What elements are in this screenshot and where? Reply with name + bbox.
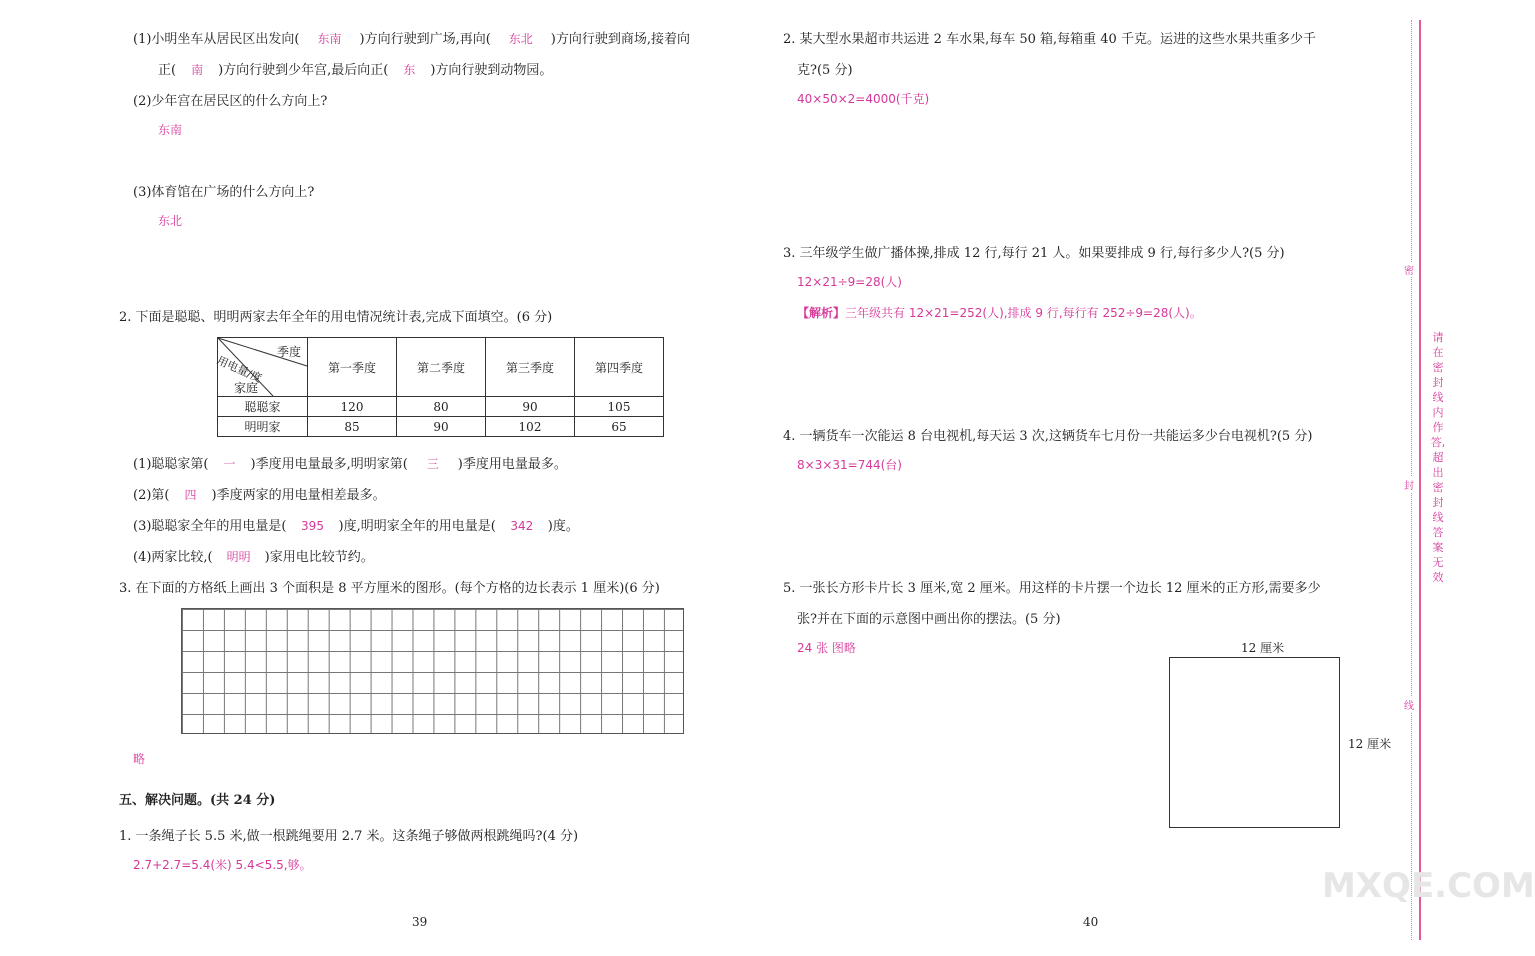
seal-mark-middle: 封 — [1404, 477, 1414, 492]
q5-right-line1: 5. 一张长方形卡片长 3 厘米,宽 2 厘米。用这样的卡片摆一个边长 12 厘米的正方形,需要多少 — [783, 581, 1321, 596]
q3-right-question: 3. 三年级学生做广播体操,排成 12 行,每行 21 人。如果要排成 9 行,每行多少人?(5 分) — [783, 246, 1285, 261]
answer-blank: 东南 — [317, 32, 342, 46]
square-diagram[interactable] — [1169, 657, 1340, 828]
electricity-table — [214, 337, 664, 437]
column-header: 第四季度 — [575, 338, 664, 397]
q2-right-line1: 2. 某大型水果超市共运进 2 车水果,每车 50 箱,每箱重 40 千克。运进的这些水果共重多少千 — [783, 32, 1316, 47]
answer-blank: 东北 — [508, 32, 533, 46]
section-5-title: 五、解决问题。(共 24 分) — [119, 793, 276, 808]
seal-solid-line — [1419, 20, 1421, 940]
q2-title: 2. 下面是聪聪、明明两家去年全年的用电情况统计表,完成下面填空。(6 分) — [119, 310, 553, 325]
table-row — [218, 397, 664, 417]
answer-blank: 东 — [403, 63, 416, 77]
corner-family: 家庭 — [234, 381, 259, 395]
analysis-tag: 【解析】 — [797, 306, 846, 320]
q5-right-answer: 24 张 图略 — [797, 641, 856, 655]
q1-part2-answer: 东南 — [158, 123, 183, 137]
column-header: 第一季度 — [308, 338, 397, 397]
table-cell: 120 — [308, 397, 397, 417]
answer-blank: 三 — [426, 457, 439, 471]
table-corner-header — [214, 338, 308, 397]
q2-fill-4: (4)两家比较,( 明明 )家用电比较节约。 — [133, 550, 374, 565]
q2-fill-3: (3)聪聪家全年的用电量是( 395 )度,明明家全年的用电量是( 342 )度。 — [133, 519, 579, 534]
seal-mark-bottom: 线 — [1404, 697, 1414, 712]
q1-part1-line2: 正( 南 )方向行驶到少年宫,最后向正( 东 )方向行驶到动物园。 — [158, 63, 553, 78]
table-cell: 65 — [575, 417, 664, 437]
answer-blank: 395 — [301, 519, 324, 533]
table-cell: 105 — [575, 397, 664, 417]
table-cell: 90 — [486, 397, 575, 417]
watermark: MXQE.COM — [1322, 866, 1535, 906]
q2-fill-1: (1)聪聪家第( 一 )季度用电量最多,明明家第( 三 )季度用电量最多。 — [133, 457, 567, 472]
row-label: 明明家 — [218, 417, 308, 437]
table-cell: 80 — [397, 397, 486, 417]
q4-right-question: 4. 一辆货车一次能运 8 台电视机,每天运 3 次,这辆货车七月份一共能运多少台电视机?(5 分) — [783, 429, 1313, 444]
seal-warning-text: 请在密封线内作答,超出密封线答案无效 — [1430, 331, 1446, 584]
q5-right-line2: 张?并在下面的示意图中画出你的摆法。(5 分) — [797, 612, 1061, 627]
q3-right-analysis: 【解析】三年级共有 12×21=252(人),排成 9 行,每行有 252÷9=28(人)。 — [797, 306, 1202, 320]
q2-right-answer: 40×50×2=4000(千克) — [797, 92, 930, 106]
square-top-label: 12 厘米 — [1241, 641, 1285, 655]
column-header: 第二季度 — [397, 338, 486, 397]
q2-fill-2: (2)第( 四 )季度两家的用电量相差最多。 — [133, 488, 386, 503]
q3-answer: 略 — [133, 752, 146, 766]
q3-title: 3. 在下面的方格纸上画出 3 个面积是 8 平方厘米的图形。(每个方格的边长表示 1 厘米)(6 分) — [119, 581, 660, 596]
answer-blank: 南 — [191, 63, 204, 77]
answer-blank: 一 — [223, 457, 236, 471]
q1-part3-question: (3)体育馆在广场的什么方向上? — [133, 185, 315, 200]
q1-part2-question: (2)少年宫在居民区的什么方向上? — [133, 94, 328, 109]
square-grid-paper[interactable] — [181, 608, 684, 734]
column-header: 第三季度 — [486, 338, 575, 397]
answer-blank: 342 — [510, 519, 534, 533]
square-side-label: 12 厘米 — [1348, 737, 1392, 751]
section5-q1-question: 1. 一条绳子长 5.5 米,做一根跳绳要用 2.7 米。这条绳子够做两根跳绳吗?(4 分) — [119, 829, 579, 844]
table-cell: 90 — [397, 417, 486, 437]
page-number-left: 39 — [412, 915, 428, 929]
q3-right-answer: 12×21÷9=28(人) — [797, 275, 902, 289]
seal-mark-top: 密 — [1404, 262, 1414, 277]
answer-blank: 四 — [184, 488, 197, 502]
row-label: 聪聪家 — [218, 397, 308, 417]
table-row — [218, 417, 664, 437]
q1-part1-line1: (1)小明坐车从居民区出发向( 东南 )方向行驶到广场,再向( 东北 )方向行驶到商场,接着向 — [133, 32, 690, 47]
q2-right-line2: 克?(5 分) — [797, 63, 853, 78]
section5-q1-answer: 2.7+2.7=5.4(米) 5.4<5.5,够。 — [133, 858, 312, 872]
table-cell: 85 — [308, 417, 397, 437]
q4-right-answer: 8×3×31=744(台) — [797, 458, 902, 472]
table-cell: 102 — [486, 417, 575, 437]
corner-usage: 用电量/度 — [214, 353, 264, 386]
q1-part3-answer: 东北 — [158, 214, 183, 228]
page-number-right: 40 — [1083, 915, 1099, 929]
corner-season: 季度 — [276, 345, 301, 359]
answer-blank: 明明 — [226, 550, 251, 564]
